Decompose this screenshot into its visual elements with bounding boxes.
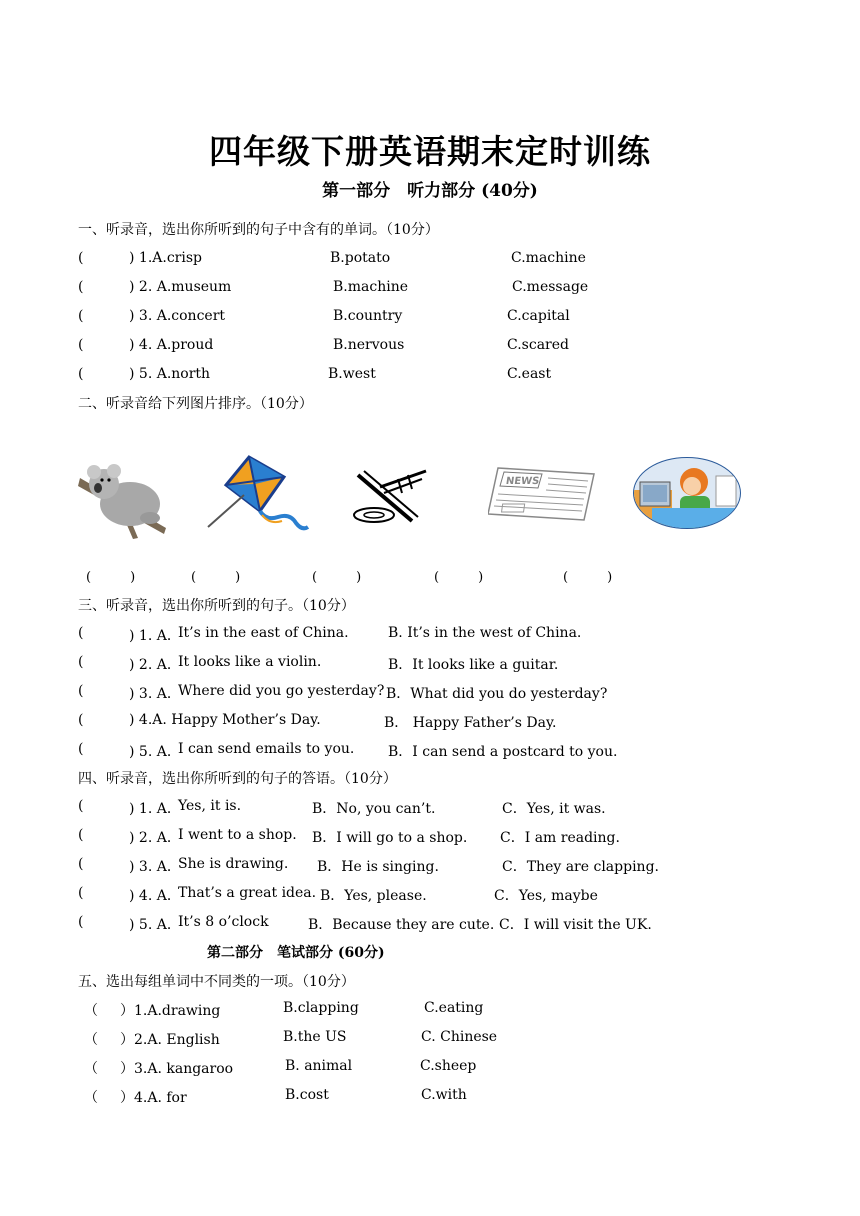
option-a: ）1.A.drawing [120, 1003, 221, 1019]
chopsticks-picture [350, 465, 430, 527]
answer-paren[interactable]: ( [78, 625, 84, 641]
option-c: C．Yes, it was. [502, 801, 606, 817]
option-a: ）3.A. kangaroo [120, 1061, 234, 1077]
koala-picture [78, 462, 170, 542]
option-c: C．I am reading. [500, 830, 620, 846]
section-2-heading: 二、听录音给下列图片排序。（10分） [78, 396, 313, 412]
option-a: I can send emails to you. [178, 741, 355, 757]
option-c: C.capital [507, 308, 570, 324]
picture-order-bracket[interactable]: ( ) [86, 570, 136, 585]
answer-paren[interactable]: ( [78, 366, 84, 382]
option-a: It looks like a violin. [178, 654, 322, 670]
picture-order-bracket[interactable]: ( ) [563, 570, 613, 585]
question-number: ) 4. A． [129, 888, 181, 904]
section-3-heading: 三、听录音，选出你所听到的句子。（10分） [78, 598, 355, 614]
question-number: ) 5. A． [129, 744, 181, 760]
option-b: B．Because they are cute. [308, 917, 495, 933]
answer-paren[interactable]: （ [84, 1061, 98, 1077]
option-b: B．Yes, please. [320, 888, 427, 904]
option-c: C.scared [507, 337, 569, 353]
picture-order-bracket[interactable]: ( ) [312, 570, 362, 585]
option-a: She is drawing. [178, 856, 289, 872]
option-c: C.with [421, 1087, 467, 1103]
option-a: ) 5. A.north [129, 366, 211, 382]
question-number: ) 2. A． [129, 830, 181, 846]
option-a: ) 2. A.museum [129, 279, 232, 295]
newspaper-label: NEWS [505, 476, 540, 487]
option-a: ) 1.A.crisp [129, 250, 202, 266]
picture-order-bracket[interactable]: ( ) [191, 570, 241, 585]
option-a: It’s in the east of China. [178, 625, 349, 641]
answer-paren[interactable]: ( [78, 741, 84, 757]
option-c: C．Yes, maybe [494, 888, 598, 904]
option-a: It’s 8 o’clock [178, 914, 269, 930]
option-c: C.east [507, 366, 552, 382]
section-5-heading: 五、选出每组单词中不同类的一项。（10分） [78, 974, 355, 990]
option-a: ) 4. A.proud [129, 337, 214, 353]
girl-computer-picture [632, 456, 742, 530]
option-c: C. Chinese [421, 1029, 498, 1045]
answer-paren[interactable]: （ [84, 1003, 98, 1019]
option-c: C.eating [424, 1000, 484, 1016]
option-c: C.machine [511, 250, 586, 266]
option-b: B.nervous [333, 337, 405, 353]
answer-paren[interactable]: ( [78, 914, 84, 930]
option-b: B．I will go to a shop. [312, 830, 468, 846]
part-two-heading: 第二部分 笔试部分 (60分) [207, 945, 385, 961]
option-a: ) 3. A.concert [129, 308, 226, 324]
page-title: 四年级下册英语期末定时训练 [209, 132, 651, 171]
option-c: C．I will visit the UK. [499, 917, 652, 933]
option-b: B.the US [283, 1029, 347, 1045]
answer-paren[interactable]: ( [78, 308, 84, 324]
answer-paren[interactable]: ( [78, 885, 84, 901]
option-b: B.country [333, 308, 403, 324]
option-b: B.potato [330, 250, 391, 266]
option-b: B. It’s in the west of China. [388, 625, 582, 641]
answer-paren[interactable]: （ [84, 1032, 98, 1048]
answer-paren[interactable]: ( [78, 827, 84, 843]
section-4-heading: 四、听录音，选出你所听到的句子的答语。（10分） [78, 771, 397, 787]
answer-paren[interactable]: ( [78, 712, 84, 728]
option-a: ）4.A. for [120, 1090, 187, 1106]
answer-paren[interactable]: ( [78, 279, 84, 295]
option-b: B.west [328, 366, 376, 382]
option-b: B．What did you do yesterday? [386, 686, 608, 702]
answer-paren[interactable]: ( [78, 654, 84, 670]
option-b: B．I can send a postcard to you. [388, 744, 618, 760]
option-b: B．He is singing. [317, 859, 439, 875]
question-number: ) 5. A． [129, 917, 181, 933]
option-b: B． Happy Father’s Day. [384, 715, 557, 731]
option-b: B.clapping [283, 1000, 359, 1016]
option-a: ) 4.A. Happy Mother’s Day. [129, 712, 321, 728]
option-c: C．They are clapping. [502, 859, 659, 875]
option-c: C.sheep [420, 1058, 477, 1074]
option-b: B．It looks like a guitar. [388, 657, 559, 673]
answer-paren[interactable]: （ [84, 1090, 98, 1106]
section-1-heading: 一、听录音，选出你所听到的句子中含有的单词。（10分） [78, 222, 439, 238]
part-one-heading: 第一部分 听力部分 (40分) [322, 181, 538, 201]
newspaper-picture [488, 466, 596, 524]
answer-paren[interactable]: ( [78, 250, 84, 266]
question-number: ) 1. A． [129, 628, 181, 644]
question-number: ) 2. A． [129, 657, 181, 673]
answer-paren[interactable]: ( [78, 683, 84, 699]
answer-paren[interactable]: ( [78, 337, 84, 353]
answer-paren[interactable]: ( [78, 856, 84, 872]
answer-paren[interactable]: ( [78, 798, 84, 814]
picture-order-bracket[interactable]: ( ) [434, 570, 484, 585]
option-c: C.message [512, 279, 589, 295]
option-b: B. animal [285, 1058, 353, 1074]
option-a: Where did you go yesterday? [178, 683, 385, 699]
option-a: Yes, it is. [178, 798, 242, 814]
question-number: ) 3. A． [129, 859, 181, 875]
question-number: ) 1. A． [129, 801, 181, 817]
option-b: B．No, you can’t. [312, 801, 436, 817]
question-number: ) 3. A． [129, 686, 181, 702]
option-a: ）2.A. English [120, 1032, 220, 1048]
kite-picture [204, 455, 314, 535]
option-b: B.cost [285, 1087, 329, 1103]
option-b: B.machine [333, 279, 408, 295]
option-a: I went to a shop. [178, 827, 297, 843]
option-a: That’s a great idea. [178, 885, 317, 901]
